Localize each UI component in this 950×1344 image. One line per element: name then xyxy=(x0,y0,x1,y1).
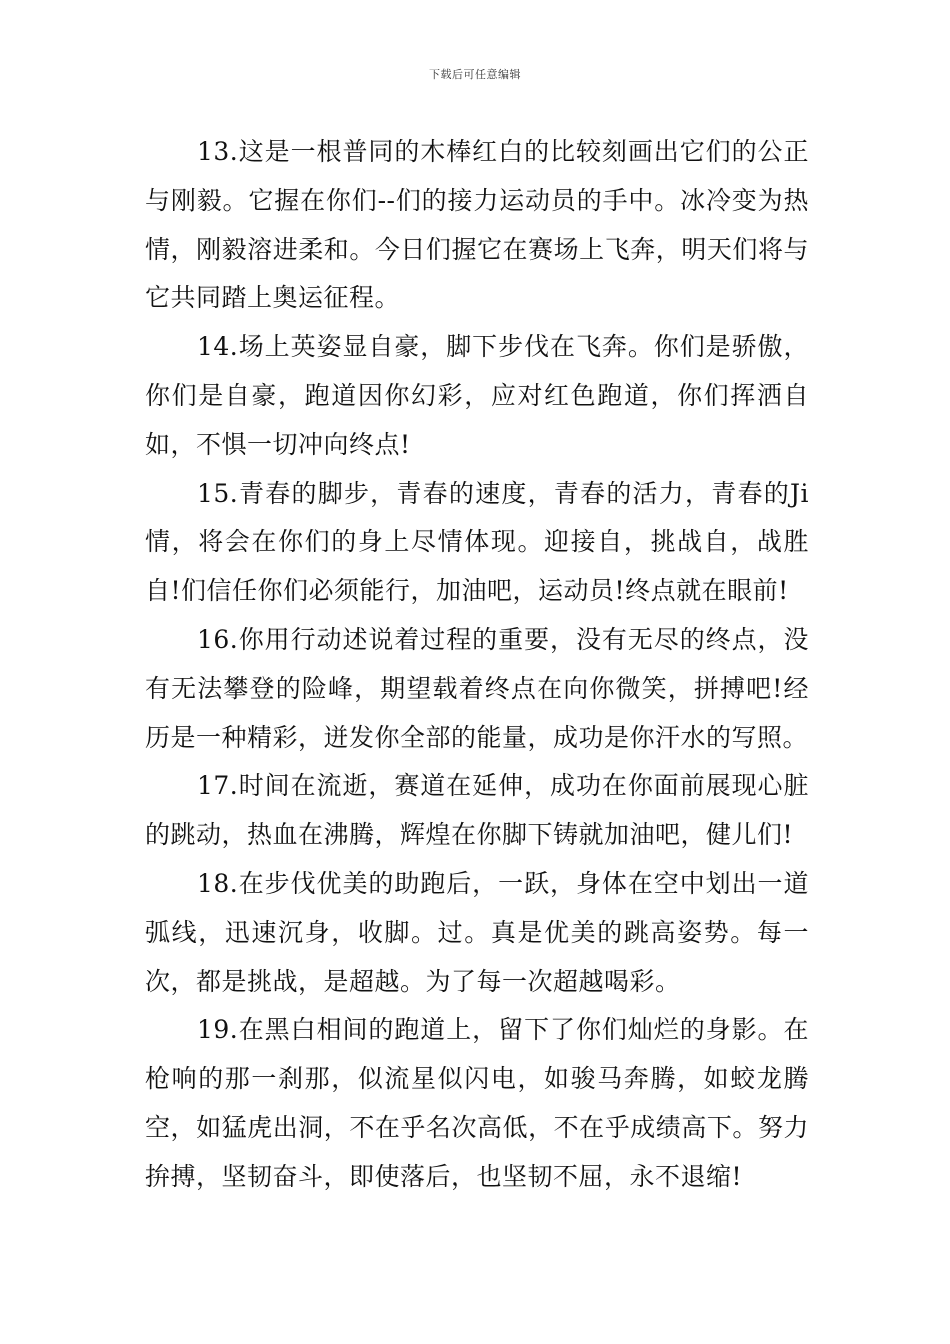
paragraph-19: 19.在黑白相间的跑道上，留下了你们灿烂的身影。在枪响的那一刹那，似流星似闪电，如骏马奔腾，如蛟龙腾空，如猛虎出洞，不在乎名次高低，不在乎成绩高下。努力拚搏，坚韧奋斗，即使落后，也坚韧不屈，永不退缩! xyxy=(145,1015,809,1191)
paragraph-13: 13.这是一根普同的木棒红白的比较刻画出它们的公正与刚毅。它握在你们--们的接力运动员的手中。冰冷变为热情，刚毅溶进柔和。今日们握它在赛场上飞奔，明天们将与它共同踏上奥运征程。 xyxy=(145,137,809,313)
paragraph-14: 14.场上英姿显自豪，脚下步伐在飞奔。你们是骄傲，你们是自豪，跑道因你幻彩，应对红色跑道，你们挥洒自如，不惧一切冲向终点! xyxy=(145,332,809,459)
header-note: 下载后可任意编辑 xyxy=(429,68,521,81)
paragraph-15: 15.青春的脚步，青春的速度，青春的活力，青春的Ji情，将会在你们的身上尽情体现。迎接自，挑战自，战胜自!们信任你们必须能行，加油吧，运动员!终点就在眼前! xyxy=(145,478,809,606)
paragraph-16: 16.你用行动述说着过程的重要，没有无尽的终点，没有无法攀登的险峰，期望载着终点在向你微笑，拼搏吧!经历是一种精彩，迸发你全部的能量，成功是你汗水的写照。 xyxy=(145,624,809,752)
document-body xyxy=(145,128,809,1202)
paragraph-18: 18.在步伐优美的助跑后，一跃，身体在空中划出一道弧线，迅速沉身，收脚。过。真是优美的跳高姿势。每一次，都是挑战，是超越。为了每一次超越喝彩。 xyxy=(145,868,809,996)
paragraph-17: 17.时间在流逝，赛道在延伸，成功在你面前展现心脏的跳动，热血在沸腾，辉煌在你脚下铸就加油吧，健儿们! xyxy=(145,771,809,850)
